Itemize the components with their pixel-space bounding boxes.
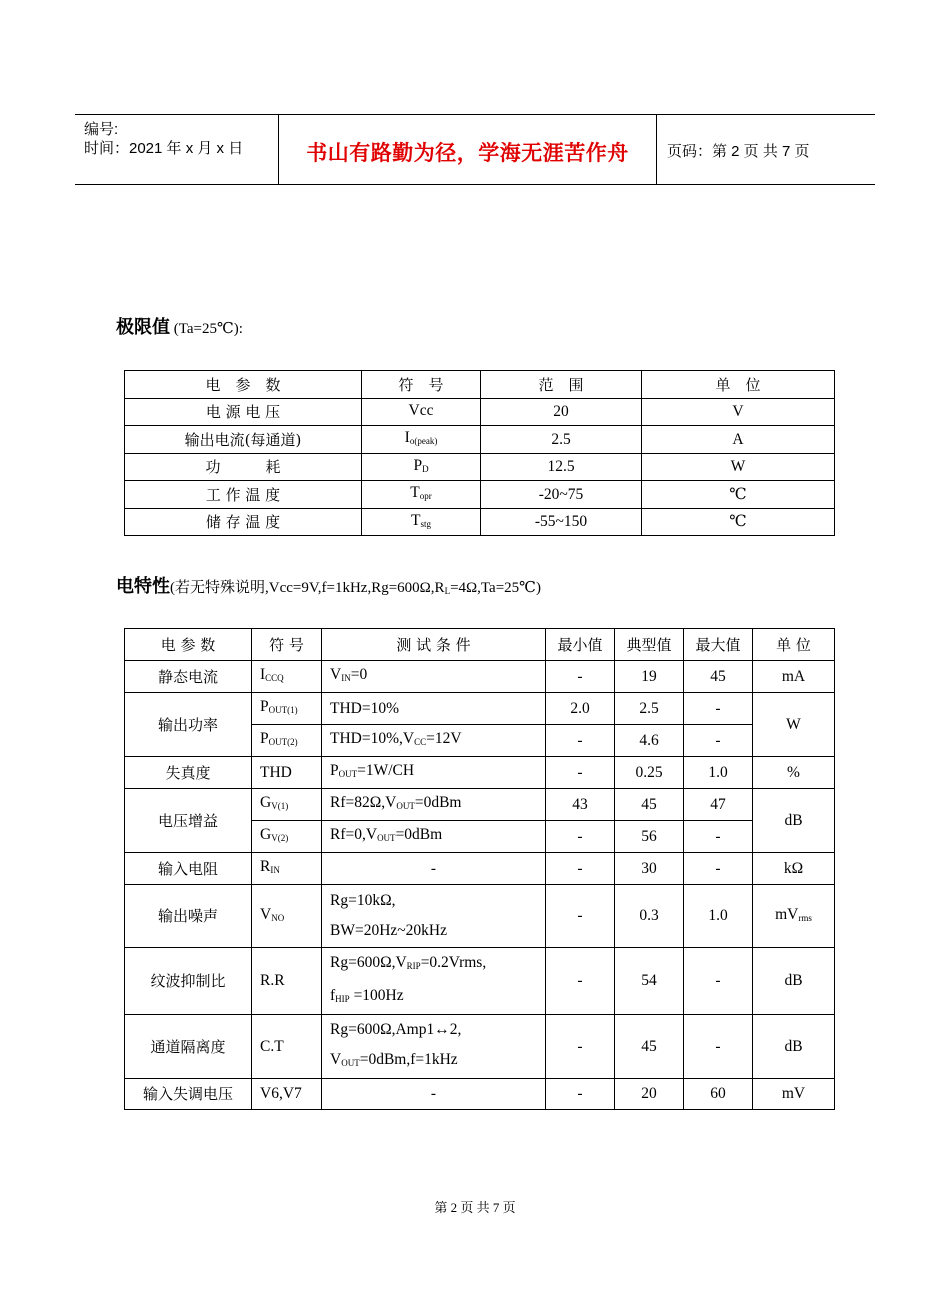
symbol-cell: R.R — [252, 948, 322, 1015]
unit-cell: W — [642, 454, 835, 481]
unit-cell: A — [642, 426, 835, 454]
table-row — [125, 948, 835, 1015]
table-row — [125, 789, 835, 821]
param-cell: 电压增益 — [125, 789, 252, 853]
elec-condition: (若无特殊说明$,Vcc=9V,f=1kHz,Rg=600\Omega,R_L=4\Omega,Ta=25℃$) — [170, 580, 541, 596]
range-cell: 12.5 — [481, 454, 642, 481]
col-header: 最小值 — [546, 629, 615, 661]
limits-heading — [116, 313, 243, 339]
limits-condition: (Ta=25℃): — [170, 321, 243, 337]
condition-cell: - — [322, 853, 546, 885]
table-row — [125, 661, 835, 693]
page-header — [75, 114, 875, 185]
col-header: 测 试 条 件 — [322, 629, 546, 661]
symbol-cell: C.T — [252, 1015, 322, 1079]
table-row — [125, 1079, 835, 1110]
min-cell: - — [546, 821, 615, 853]
range-cell: -20~75 — [481, 481, 642, 509]
limits-title: 极限值 — [116, 317, 170, 338]
typ-cell: 54 — [615, 948, 684, 1015]
unit-cell: kΩ — [753, 853, 835, 885]
max-cell: 45 — [684, 661, 753, 693]
param-cell: 静态电流 — [125, 661, 252, 693]
param-cell: 功 耗 — [125, 454, 362, 481]
typ-cell: 19 — [615, 661, 684, 693]
unit-cell: % — [753, 757, 835, 789]
doc-number: 编号: — [84, 121, 119, 138]
symbol-cell: $T_{stg}$ — [362, 509, 481, 536]
unit-cell: mV — [753, 1079, 835, 1110]
typ-cell: 45 — [615, 1015, 684, 1079]
range-cell: 20 — [481, 399, 642, 426]
header-page-number: 页码：第 2 页 共 7 页 — [667, 143, 810, 160]
symbol-cell: $P_{OUT(1)}$ — [252, 693, 322, 725]
max-cell: - — [684, 853, 753, 885]
symbol-cell: THD — [252, 757, 322, 789]
min-cell: - — [546, 1079, 615, 1110]
limits-header-row — [125, 371, 835, 399]
unit-cell: ℃ — [642, 481, 835, 509]
condition-cell: - — [322, 1079, 546, 1110]
table-row — [125, 454, 835, 481]
typ-cell: 0.25 — [615, 757, 684, 789]
param-cell: 输出功率 — [125, 693, 252, 757]
elec-title: 电特性 — [116, 576, 170, 597]
condition-cell: $Rf=82\Omega,V_{OUT}=0dBm$ — [322, 789, 546, 821]
min-cell: - — [546, 885, 615, 948]
table-row — [125, 399, 835, 426]
typ-cell: 45 — [615, 789, 684, 821]
unit-cell: $mV_{rms}$ — [753, 885, 835, 948]
param-cell: 纹波抑制比 — [125, 948, 252, 1015]
max-cell: 47 — [684, 789, 753, 821]
col-header: 单 位 — [642, 371, 835, 399]
min-cell: - — [546, 948, 615, 1015]
symbol-cell: $V_{NO}$ — [252, 885, 322, 948]
max-cell: - — [684, 725, 753, 757]
doc-date: 时间：2021 年 x 月 x 日 — [84, 140, 244, 157]
max-cell: - — [684, 1015, 753, 1079]
table-row — [125, 481, 835, 509]
symbol-cell: $I_{o(peak)}$ — [362, 426, 481, 454]
col-header: 范 围 — [481, 371, 642, 399]
min-cell: 2.0 — [546, 693, 615, 725]
table-row — [125, 853, 835, 885]
param-cell: 失真度 — [125, 757, 252, 789]
table-row — [125, 509, 835, 536]
col-header: 典型值 — [615, 629, 684, 661]
col-header: 单 位 — [753, 629, 835, 661]
symbol-cell: Vcc — [362, 399, 481, 426]
symbol-cell: V6,V7 — [252, 1079, 322, 1110]
elec-heading — [116, 572, 541, 598]
col-header: 电 参 数 — [125, 371, 362, 399]
range-cell: -55~150 — [481, 509, 642, 536]
col-header: 符 号 — [252, 629, 322, 661]
param-cell: 工 作 温 度 — [125, 481, 362, 509]
condition-cell: $V_{IN}=0$ — [322, 661, 546, 693]
min-cell: - — [546, 853, 615, 885]
typ-cell: 2.5 — [615, 693, 684, 725]
condition-cell: $Rg=600\Omega,V_{RIP}=0.2Vrms$, $f_{HIP} =100Hz$ — [322, 948, 546, 1015]
table-row — [125, 426, 835, 454]
unit-cell: dB — [753, 1015, 835, 1079]
range-cell: 2.5 — [481, 426, 642, 454]
symbol-cell: $P_{OUT(2)}$ — [252, 725, 322, 757]
param-cell: 储 存 温 度 — [125, 509, 362, 536]
table-row — [125, 693, 835, 725]
param-cell: 输入失调电压 — [125, 1079, 252, 1110]
limits-table — [124, 370, 835, 536]
symbol-cell: $P_D$ — [362, 454, 481, 481]
min-cell: 43 — [546, 789, 615, 821]
param-cell: 输入电阻 — [125, 853, 252, 885]
max-cell: - — [684, 821, 753, 853]
max-cell: - — [684, 693, 753, 725]
col-header: 电 参 数 — [125, 629, 252, 661]
symbol-cell: $R_{IN}$ — [252, 853, 322, 885]
symbol-cell: $T_{opr}$ — [362, 481, 481, 509]
condition-cell: Rg=10kΩ, BW=20Hz~20kHz — [322, 885, 546, 948]
unit-cell: mA — [753, 661, 835, 693]
max-cell: 60 — [684, 1079, 753, 1110]
min-cell: - — [546, 1015, 615, 1079]
condition-cell: $Rf=0,V_{OUT}=0dBm$ — [322, 821, 546, 853]
param-cell: 输出噪声 — [125, 885, 252, 948]
max-cell: 1.0 — [684, 885, 753, 948]
min-cell: - — [546, 661, 615, 693]
col-header: 最大值 — [684, 629, 753, 661]
typ-cell: 20 — [615, 1079, 684, 1110]
typ-cell: 4.6 — [615, 725, 684, 757]
typ-cell: 30 — [615, 853, 684, 885]
min-cell: - — [546, 757, 615, 789]
unit-cell: V — [642, 399, 835, 426]
header-motto: 书山有路勤为径，学海无涯苦作舟 — [306, 141, 629, 165]
table-row — [125, 1015, 835, 1079]
typ-cell: 0.3 — [615, 885, 684, 948]
table-row — [125, 885, 835, 948]
header-page-cell — [656, 115, 876, 184]
param-cell: 通道隔离度 — [125, 1015, 252, 1079]
symbol-cell: $G_{V(1)}$ — [252, 789, 322, 821]
header-info-cell — [75, 115, 279, 184]
table-row — [125, 757, 835, 789]
max-cell: 1.0 — [684, 757, 753, 789]
col-header: 符 号 — [362, 371, 481, 399]
symbol-cell: $I_{CCQ}$ — [252, 661, 322, 693]
unit-cell: dB — [753, 789, 835, 853]
unit-cell: dB — [753, 948, 835, 1015]
typ-cell: 56 — [615, 821, 684, 853]
page-footer: 第 2 页 共 7 页 — [434, 1200, 516, 1215]
param-cell: 电 源 电 压 — [125, 399, 362, 426]
unit-cell: W — [753, 693, 835, 757]
condition-cell: $THD=10\%,V_{CC}=12V$ — [322, 725, 546, 757]
elec-table — [124, 628, 835, 1110]
condition-cell: $P_{OUT}=1W/CH$ — [322, 757, 546, 789]
param-cell: 输出电流(每通道) — [125, 426, 362, 454]
min-cell: - — [546, 725, 615, 757]
symbol-cell: $G_{V(2)}$ — [252, 821, 322, 853]
condition-cell: Rg=600Ω,Amp1↔2, $V_{OUT}=0dBm,f=1kHz$ — [322, 1015, 546, 1079]
max-cell: - — [684, 948, 753, 1015]
condition-cell: THD=10% — [322, 693, 546, 725]
elec-header-row — [125, 629, 835, 661]
unit-cell: ℃ — [642, 509, 835, 536]
